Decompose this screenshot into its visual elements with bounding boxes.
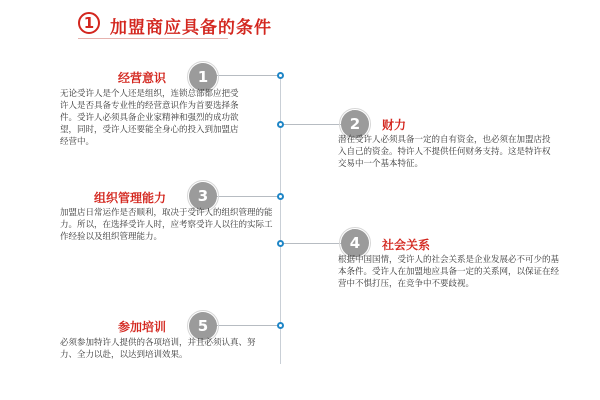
timeline-dot-2 xyxy=(277,121,284,128)
item-title-1: 经营意识 xyxy=(118,71,167,85)
section-number-badge: 1 xyxy=(78,12,100,34)
item-title-3: 组织管理能力 xyxy=(94,191,167,205)
item-desc-3: 加盟店日常运作是否顺利，取决于受许人的组织管理的能力。所以，在选择受许人时，应考察受许人以往的实际工作经验以及组织管理能力。 xyxy=(60,208,273,242)
item-desc-2: 潜在受许人必须具备一定的自有资金，也必须在加盟店投入自己的资金。特许人不提供任何财务支持。这是特许权交易中一个基本特征。 xyxy=(338,135,551,169)
timeline-dot-4 xyxy=(277,240,284,247)
connector-3 xyxy=(214,196,278,197)
step-badge-5: 5 xyxy=(189,312,217,340)
section-title: 加盟商应具备的条件 xyxy=(110,18,272,38)
item-desc-5: 必须参加特许人提供的各项培训，并且必须认真、努力、全力以赴，以达到培训效果。 xyxy=(60,338,256,360)
item-title-4: 社会关系 xyxy=(382,238,431,252)
item-desc-4: 根据中国国情，受许人的社会关系是企业发展必不可少的基本条件。受许人在加盟地应具备一定的关系网，以保证在经营中不惧打压，在竞争中不要歧视。 xyxy=(338,255,560,289)
timeline-axis xyxy=(280,74,281,364)
header-underline xyxy=(78,38,228,39)
item-desc-1: 无论受许人是个人还是组织，连锁总部都应把受许人是否具备专业性的经营意识作为首要选择条件。受许人必须具备企业家精神和强烈的成功欲望，同时，受许人还要能全身心的投入到加盟店经营中。 xyxy=(60,89,239,147)
connector-4 xyxy=(283,243,343,244)
connector-1 xyxy=(214,75,278,76)
timeline-dot-5 xyxy=(277,322,284,329)
item-title-2: 财力 xyxy=(382,118,407,132)
timeline-dot-3 xyxy=(277,193,284,200)
step-badge-2: 2 xyxy=(341,110,369,138)
step-badge-1: 1 xyxy=(189,63,217,91)
connector-2 xyxy=(283,124,343,125)
connector-5 xyxy=(214,325,278,326)
step-badge-3: 3 xyxy=(189,182,217,210)
item-title-5: 参加培训 xyxy=(118,320,167,334)
timeline-dot-1 xyxy=(277,72,284,79)
step-badge-4: 4 xyxy=(341,229,369,257)
